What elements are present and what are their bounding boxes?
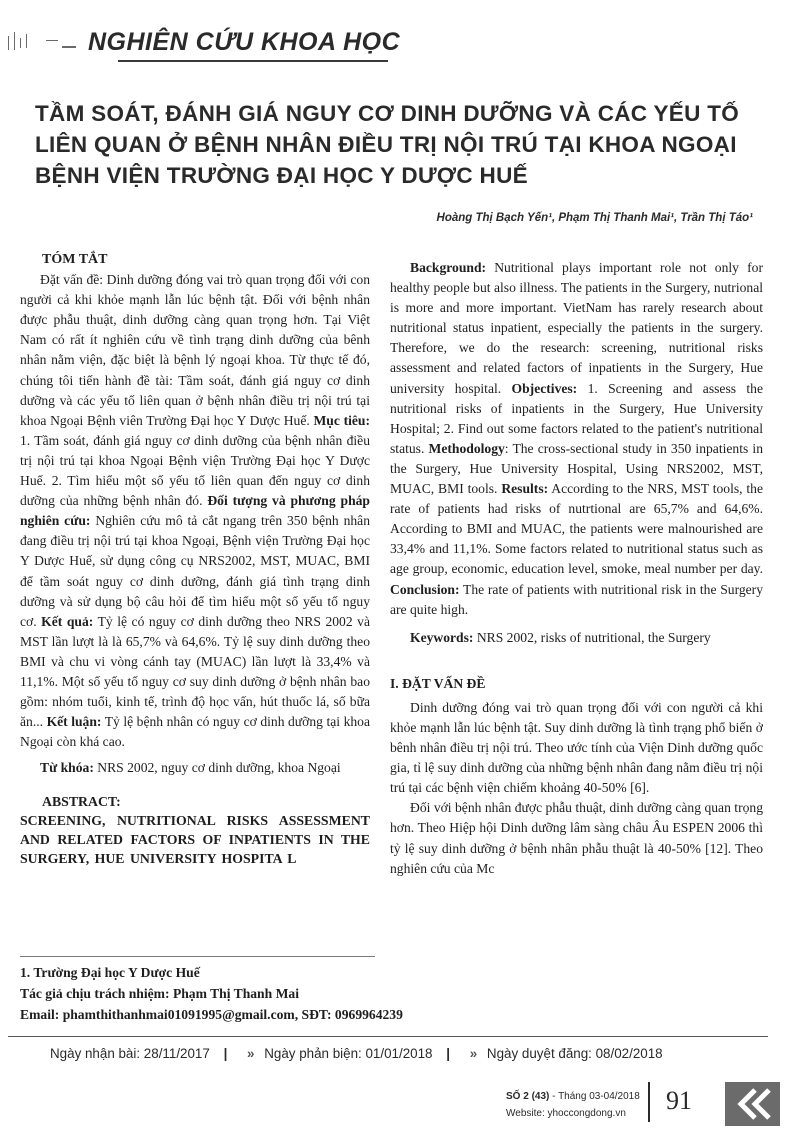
intro-heading: I. ĐẶT VẤN ĐỀ (390, 675, 486, 691)
journal-issue-date: - Tháng 03-04/2018 (549, 1091, 640, 1102)
page-number: 91 (666, 1086, 692, 1115)
article-title: TẦM SOÁT, ĐÁNH GIÁ NGUY CƠ DINH DƯỠNG VÀ CÁC YẾU TỐ LIÊN QUAN Ở BỆNH NHÂN ĐIỀU TRỊ NỘI TRÚ TẠI KHOA NGOẠI BỆNH VIỆN TRƯỜNG ĐẠI HỌC Y DƯỢC HUẾ (35, 101, 740, 188)
footnote-corresponding (20, 983, 403, 1004)
abstract-title: SCREENING, NUTRITIONAL RISKS ASSESSMENT AND RELATED FACTORS OF INPATIENTS IN THE SURGERY, HUE UNIVERSITY HOSPITA L (20, 813, 370, 867)
double-chevron-right-icon: » (469, 1046, 478, 1061)
summary-result-label: Kết quả: (41, 613, 94, 629)
abstract-keywords-label: Keywords: (410, 629, 474, 645)
journal-website: Website: yhoccongdong.vn (506, 1108, 626, 1119)
summary-objective-label: Mục tiêu: (313, 412, 370, 428)
date-accepted: Ngày duyệt đăng: 08/02/2018 (486, 1046, 663, 1061)
footnote-divider (20, 956, 375, 957)
footnote-corresponding-name: Phạm Thị Thanh Mai (172, 986, 299, 1001)
abstract-objectives-label: Objectives: (511, 380, 578, 396)
separator-bar-icon: | (223, 1046, 228, 1061)
footnote-email[interactable]: phamthithanhmai01091995@gmail.com, (62, 1007, 299, 1022)
abstract-methodology: : The cross-sectional study in 350 inpatients in the Surgery, Hue University Hospital, Using NRS2002, MST, MUAC, BMI tools. (390, 440, 763, 497)
abstract-objectives: 1. Screening and assess the nutritional risks of inpatients in the Surgery, Hue University Hospital; 2. Find out some factors related to the patient's nutritional status. (390, 380, 763, 456)
abstract-background-label: Background: (410, 260, 487, 275)
footnote (20, 962, 403, 1025)
corner-chevron-icon (725, 1082, 780, 1126)
summary-keywords-text: NRS 2002, nguy cơ dinh dưỡng, khoa Ngoại (97, 760, 341, 776)
summary-method: Nghiên cứu mô tả cắt ngang trên 350 bệnh nhân đang điều trị nội trú tại khoa Ngoại, Bệnh viện Trường Đại học Y Dược Huế, sử dụng công cụ NRS2002, MST, MUAC, BMI để tầm soát nguy cơ dinh dưỡng, đánh giá tình trạng dinh dưỡng và sử dụng bộ câu hỏi để tìm hiểu một số yếu tố nguy cơ. (20, 513, 370, 629)
separator-bar-icon: | (446, 1046, 450, 1061)
abstract-conclusion: The rate of patients with nutritional risk in the Surgery are quite high. (390, 581, 764, 617)
summary-heading: TÓM TẮT (42, 252, 108, 267)
summary-result: Tỷ lệ có nguy cơ dinh dưỡng theo NRS 2002 và MST lần lượt là là 65,7% và 64,6%. Tỷ lệ suy dinh dưỡng theo BMI và chu vi vòng cánh tay (MUAC) lần lượt là 33,4% và 11,1%. Một số yếu tố nguy cơ suy dinh dưỡng ở bệnh nhân bao gồm: nhóm tuổi, kinh tế, trình độ học vấn, hút thuốc lá, số bữa ăn... (20, 613, 370, 730)
summary-conclusion-label: Kết luận: (46, 714, 102, 730)
abstract-paragraph (390, 258, 763, 620)
intro-paragraph-1: Dinh dưỡng đóng vai trò quan trọng đối với con người cả khi khỏe mạnh lẫn lúc bệnh tật. Suy dinh dưỡng là tình trạng phổ biến ở bênh nhân điều trị nội trú. Theo ước tính của Viện Dinh dưỡng quốc gia, tỉ lệ suy dinh dưỡng của những bệnh nhân đang nằm điều trị nội trú tại các bệnh viện chiếm khoảng 40-50% [6]. (390, 699, 763, 796)
abstract-keywords-text: NRS 2002, risks of nutritional, the Surgery (476, 629, 711, 645)
intro-paragraph-2: Đối với bệnh nhân được phẫu thuật, dinh dưỡng càng quan trọng hơn. Theo Hiệp hội Dinh dưỡng lâm sàng châu Âu ESPEN 2006 thì tỷ lệ suy dinh dưỡng ở bệnh nhân phẫu thuật là 40-50% [12]. Theo nghiên cứu của Mc (390, 800, 763, 876)
right-column (390, 258, 763, 879)
article-authors: Hoàng Thị Bạch Yến¹, Phạm Thị Thanh Mai¹, Trần Thị Táo¹ (436, 212, 753, 224)
footnote-affiliation: 1. Trường Đại học Y Dược Huế (20, 965, 200, 980)
footnote-contact (20, 1004, 403, 1025)
abstract-methodology-label: Methodology (428, 440, 505, 456)
footnote-phone-label: SĐT: (301, 1007, 332, 1022)
date-reviewed: Ngày phản biện: 01/01/2018 (264, 1046, 433, 1061)
header-divider (118, 60, 388, 62)
summary-intro: Đặt vấn đề: Dinh dưỡng đóng vai trò quan trọng đối với con người cả khi khỏe mạnh lẫn lúc bệnh tật. Đối với bệnh nhân được phẫu thuật, dinh dưỡng càng quan trọng hơn. Tại Việt Nam có rất ít nghiên cứu về tình trạng dinh dưỡng của bênh nhân nằm viện, đặc biệt là bệnh lý ngoại khoa. Từ thực tế đó, chúng tôi tiến hành đề tài: Tầm soát, đánh giá nguy cơ dinh dưỡng và các yếu tố liên quan ở bệnh nhân điều trị nội trú tại khoa Ngoại Bệnh viên Trường Đại học Y Dược Huế. (20, 272, 370, 428)
footnote-email-label: Email: (20, 1007, 60, 1022)
journal-info (506, 1088, 640, 1122)
header-decoration (6, 30, 76, 60)
article-dates (50, 1046, 663, 1061)
dates-divider (8, 1036, 768, 1037)
summary-paragraph (20, 270, 370, 752)
summary-keywords (20, 758, 370, 778)
abstract-results-label: Results: (501, 481, 549, 497)
footer-divider (648, 1082, 650, 1122)
abstract-conclusion-label: Conclusion: (390, 581, 460, 597)
section-label: NGHIÊN CỨU KHOA HỌC (88, 28, 401, 56)
abstract-keywords (390, 628, 763, 648)
date-received: Ngày nhận bài: 28/11/2017 (50, 1046, 210, 1061)
summary-conclusion: Tỷ lệ bệnh nhân có nguy cơ dinh dưỡng tại khoa Ngoại còn khá cao. (20, 714, 371, 750)
left-column (20, 250, 370, 868)
double-chevron-right-icon: » (247, 1046, 255, 1061)
abstract-background: Nutritional plays important role not only for healthy people but also illness. The patients in the Surgery, nutrional is more and more important. VietNam has rarely research about nutritional status inpatient, especially the patients in the surgery. Therefore, we do the research: screening, nutritional risks assessment and related factors of inpatients in the Surgery, Hue university hospital. (390, 260, 763, 396)
abstract-results: According to the NRS, MST tools, the rate of patients had risks of nutrtional are 65,7% and 64,6%. According to BMI and MUAC, the patients were malnourished are 33,4% and 11,1%. Some factors related to nutritional status such as age group, economic, education level, smoke, meal number per day. (390, 481, 764, 577)
footnote-corresponding-label: Tác giả chịu trách nhiệm: (20, 986, 170, 1001)
abstract-title-block (20, 792, 370, 868)
footnote-phone: 0969964239 (334, 1007, 403, 1022)
summary-method-label: Đối tượng và phương pháp nghiên cứu: (20, 493, 370, 529)
journal-issue: SỐ 2 (43) (506, 1091, 550, 1102)
abstract-heading: ABSTRACT: (42, 794, 121, 810)
summary-keywords-label: Từ khóa: (40, 760, 94, 776)
summary-objective: 1. Tầm soát, đánh giá nguy cơ dinh dưỡng của bệnh nhân điều trị nội trú tại khoa Ngoại Bệnh viện Trường Đại học Y Dược Huế. 2. Tìm hiểu một số yếu tố liên quan đến nguy cơ dinh dưỡng của những bệnh nhân đó. (20, 432, 370, 509)
